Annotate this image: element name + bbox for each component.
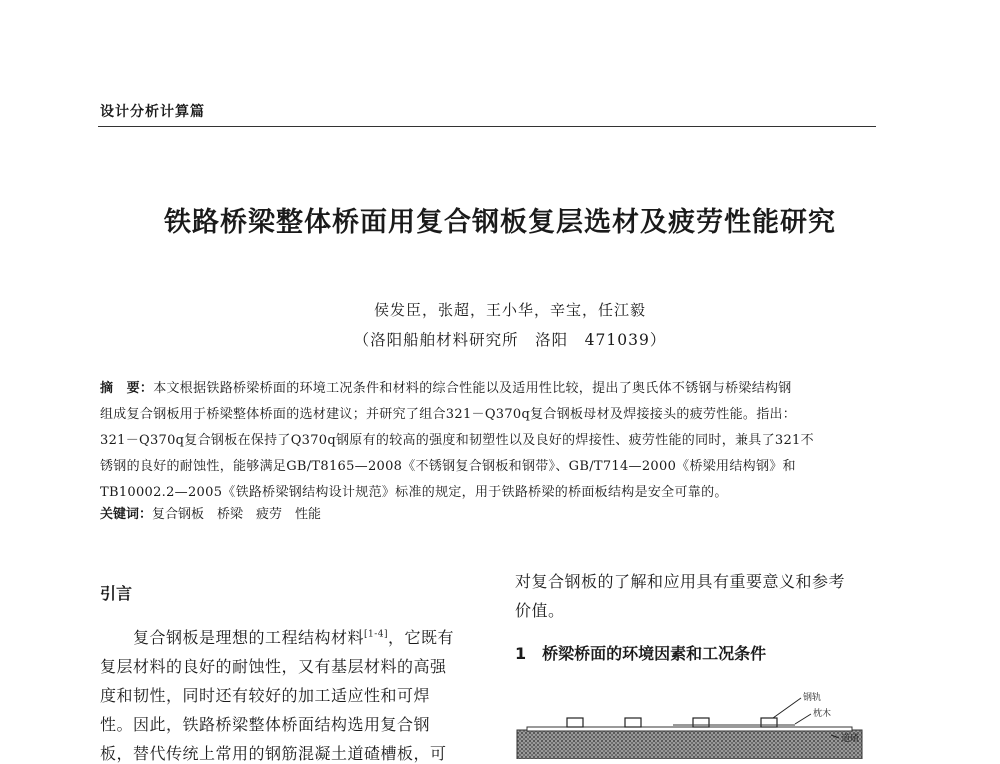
paper-affiliation: （洛阳船舶材料研究所 洛阳 471039） xyxy=(353,331,667,349)
intro-line-text: 复合钢板是理想的工程结构材料 xyxy=(133,628,365,647)
figure-label-sleeper: 枕木 xyxy=(813,709,832,719)
abstract-line: TB10002.2—2005《铁路桥梁钢结构设计规范》标准的规定，用于铁路桥梁的桥面板结构是安全可靠的。 xyxy=(100,485,728,500)
figure-label-ballast: 道碴 xyxy=(841,734,860,744)
leader-line xyxy=(773,698,801,718)
section1-heading: 1 桥梁桥面的环境因素和工况条件 xyxy=(515,644,767,663)
abstract-text: 本文根据铁路桥梁桥面的环境工况条件和材料的综合性能以及适用性比较，提出了奥氏体不锈钢与桥梁结构钢 xyxy=(153,381,792,396)
keywords-label: 关键词： xyxy=(100,507,153,522)
intro-line: 复层材料的良好的耐蚀性，又有基层材料的高强 xyxy=(100,657,447,676)
paper-authors: 侯发臣，张超，王小华，辛宝，任江毅 xyxy=(373,301,646,319)
right-column-line: 价值。 xyxy=(515,601,565,620)
paper-title: 铁路桥梁整体桥面用复合钢板复层选材及疲劳性能研究 xyxy=(164,207,836,238)
leader-line xyxy=(795,714,811,724)
keywords-line xyxy=(100,503,321,522)
section-label: 设计分析计算篇 xyxy=(100,104,205,120)
intro-line: 板，替代传统上常用的钢筋混凝土道碴槽板，可 xyxy=(100,744,447,763)
right-column-line: 对复合钢板的了解和应用具有重要意义和参考 xyxy=(515,572,846,591)
abstract-line xyxy=(100,377,880,396)
abstract-label: 摘 要： xyxy=(100,381,154,396)
rail-block xyxy=(625,718,641,727)
intro-line: 性。因此，铁路桥梁整体桥面结构选用复合钢 xyxy=(100,715,431,734)
intro-line: 度和韧性，同时还有较好的加工适应性和可焊 xyxy=(100,686,431,705)
rail-block xyxy=(567,718,583,727)
abstract-line: 组成复合钢板用于桥梁整体桥面的选材建议；并研究了组合321－Q370q复合钢板母材及焊接接头的疲劳性能。指出： xyxy=(100,407,797,422)
figure-label-rail: 钢轨 xyxy=(803,693,822,703)
bridge-deck-figure xyxy=(505,680,880,759)
keywords-items: 复合钢板 桥梁 疲劳 性能 xyxy=(152,507,322,522)
header-rule xyxy=(98,126,876,127)
intro-heading: 引言 xyxy=(100,584,133,603)
abstract-line: 锈钢的良好的耐蚀性，能够满足GB/T8165—2008《不锈钢复合钢板和钢带》、GB/T714—2000《桥梁用结构钢》和 xyxy=(100,459,796,474)
intro-line xyxy=(133,625,454,648)
citation: [1-4] xyxy=(364,629,389,640)
intro-line-text: ，它既有 xyxy=(388,628,455,647)
rail-block xyxy=(693,718,709,727)
ballast-layer xyxy=(517,730,862,759)
abstract-line: 321－Q370q复合钢板在保持了Q370q钢原有的较高的强度和韧塑性以及良好的焊接性、疲劳性能的同时，兼具了321不 xyxy=(100,433,814,448)
rail-block xyxy=(761,718,777,727)
